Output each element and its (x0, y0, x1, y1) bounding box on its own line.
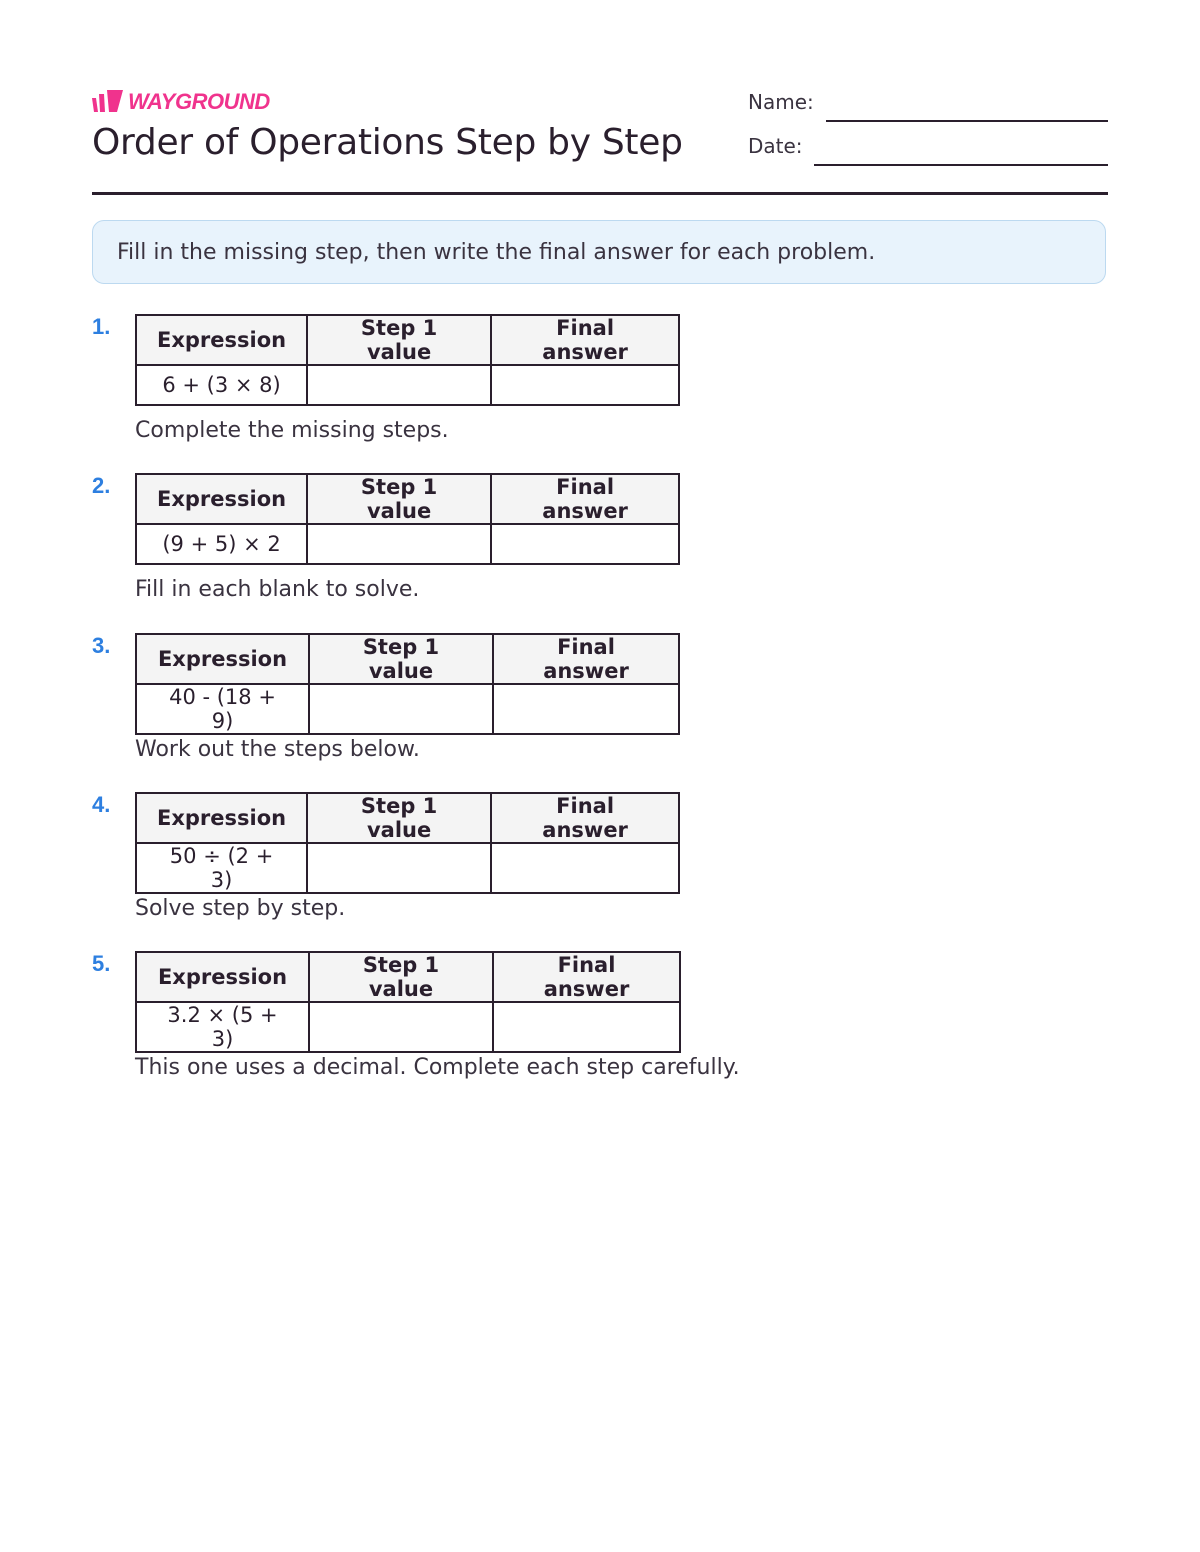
step1-answer-cell[interactable] (307, 365, 491, 405)
instructions-text: Fill in the missing step, then write the final answer for each problem. (117, 239, 876, 265)
problem-note: Solve step by step. (135, 896, 346, 921)
expression-cell: 50 ÷ (2 + 3) (136, 843, 307, 893)
expression-cell: 3.2 × (5 + 3) (136, 1002, 309, 1052)
date-field[interactable] (748, 134, 1108, 164)
expression-cell: 6 + (3 × 8) (136, 365, 307, 405)
final-answer-cell[interactable] (493, 684, 679, 734)
problem-number: 3. (92, 633, 111, 658)
name-label: Name: (748, 90, 814, 114)
final-answer-cell[interactable] (493, 1002, 680, 1052)
header-divider (92, 192, 1108, 195)
brand-name: WAYGROUND (128, 89, 270, 114)
step1-answer-cell[interactable] (307, 524, 491, 564)
problem-number: 2. (92, 473, 111, 498)
final-answer-cell[interactable] (491, 524, 679, 564)
header-step1: Step 1 value (309, 634, 493, 684)
problem-number: 1. (92, 314, 111, 339)
header-final: Final answer (491, 315, 679, 365)
header-final: Final answer (493, 952, 680, 1002)
header-final: Final answer (491, 793, 679, 843)
problem-note: Work out the steps below. (135, 737, 420, 762)
problem-number: 4. (92, 792, 111, 817)
problem-table (135, 792, 680, 894)
header-expression: Expression (136, 952, 309, 1002)
problem-note: Fill in each blank to solve. (135, 577, 420, 602)
expression-cell: (9 + 5) × 2 (136, 524, 307, 564)
problem-table (135, 473, 680, 565)
header-expression: Expression (136, 793, 307, 843)
header-step1: Step 1 value (309, 952, 493, 1002)
name-field[interactable] (748, 90, 1108, 120)
step1-answer-cell[interactable] (307, 843, 491, 893)
date-label: Date: (748, 134, 803, 158)
step1-answer-cell[interactable] (309, 684, 493, 734)
problem-table (135, 951, 681, 1053)
problem-table (135, 314, 680, 406)
instructions-box (92, 220, 1106, 284)
header-final: Final answer (493, 634, 679, 684)
step1-answer-cell[interactable] (309, 1002, 493, 1052)
problem-number: 5. (92, 951, 111, 976)
final-answer-cell[interactable] (491, 843, 679, 893)
name-line[interactable] (826, 120, 1108, 122)
wayground-logo-icon (92, 90, 124, 114)
header-step1: Step 1 value (307, 793, 491, 843)
header-step1: Step 1 value (307, 315, 491, 365)
header-expression: Expression (136, 315, 307, 365)
problem-table (135, 633, 680, 735)
header-expression: Expression (136, 634, 309, 684)
problem-note: This one uses a decimal. Complete each step carefully. (135, 1055, 740, 1080)
brand-logo (92, 88, 270, 116)
header-final: Final answer (491, 474, 679, 524)
page-title: Order of Operations Step by Step (92, 122, 683, 163)
header-expression: Expression (136, 474, 307, 524)
header-step1: Step 1 value (307, 474, 491, 524)
final-answer-cell[interactable] (491, 365, 679, 405)
expression-cell: 40 - (18 + 9) (136, 684, 309, 734)
worksheet-header (92, 84, 1108, 196)
date-line[interactable] (814, 164, 1108, 166)
problem-note: Complete the missing steps. (135, 418, 449, 443)
